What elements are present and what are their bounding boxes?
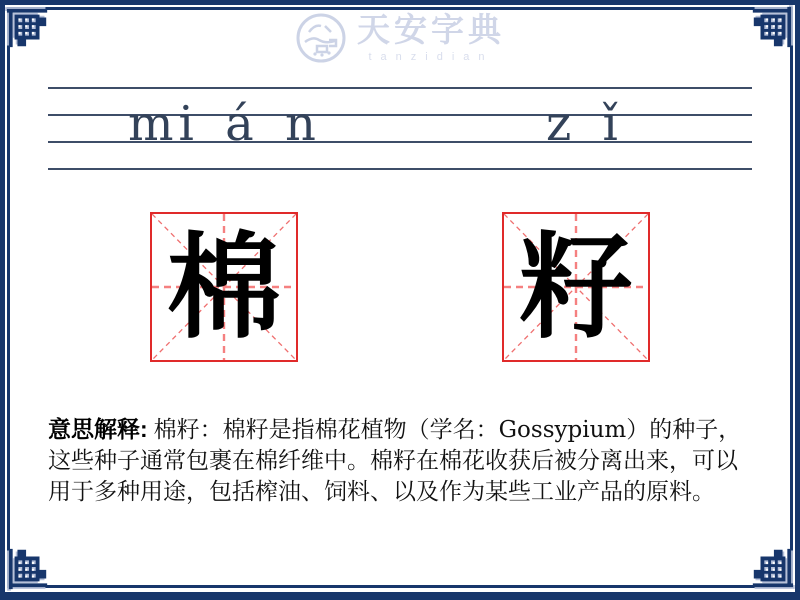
brand-title: 天安字典 [357, 10, 505, 49]
pinyin-syllable-zi: z ǐ [546, 96, 623, 152]
definition-paragraph [48, 414, 754, 508]
hanzi-character: 籽 [518, 220, 633, 354]
brand-text [357, 12, 505, 64]
seal-stamp-icon [295, 12, 347, 64]
brand-subtitle: tanzidian [368, 51, 494, 63]
corner-fret-ornament-icon [749, 545, 795, 591]
pinyin-syllable-mian: mi á n [128, 96, 321, 152]
pinyin-grid-line [48, 87, 752, 89]
pinyin-grid-line [48, 168, 752, 170]
corner-fret-ornament-icon [5, 545, 51, 591]
hanzi-character: 棉 [166, 220, 281, 354]
definition-label: 意思解释: [48, 416, 148, 442]
character-box-zi [502, 212, 650, 362]
character-box-mian [150, 212, 298, 362]
definition-body: 棉籽：棉籽是指棉花植物（学名：Gossypium）的种子，这些种子通常包裹在棉纤维中。棉籽在棉花收获后被分离出来，可以用于多种用途，包括榨油、饲料、以及作为某些工业产品的原料。 [48, 417, 742, 505]
brand-logo[interactable] [0, 12, 800, 64]
